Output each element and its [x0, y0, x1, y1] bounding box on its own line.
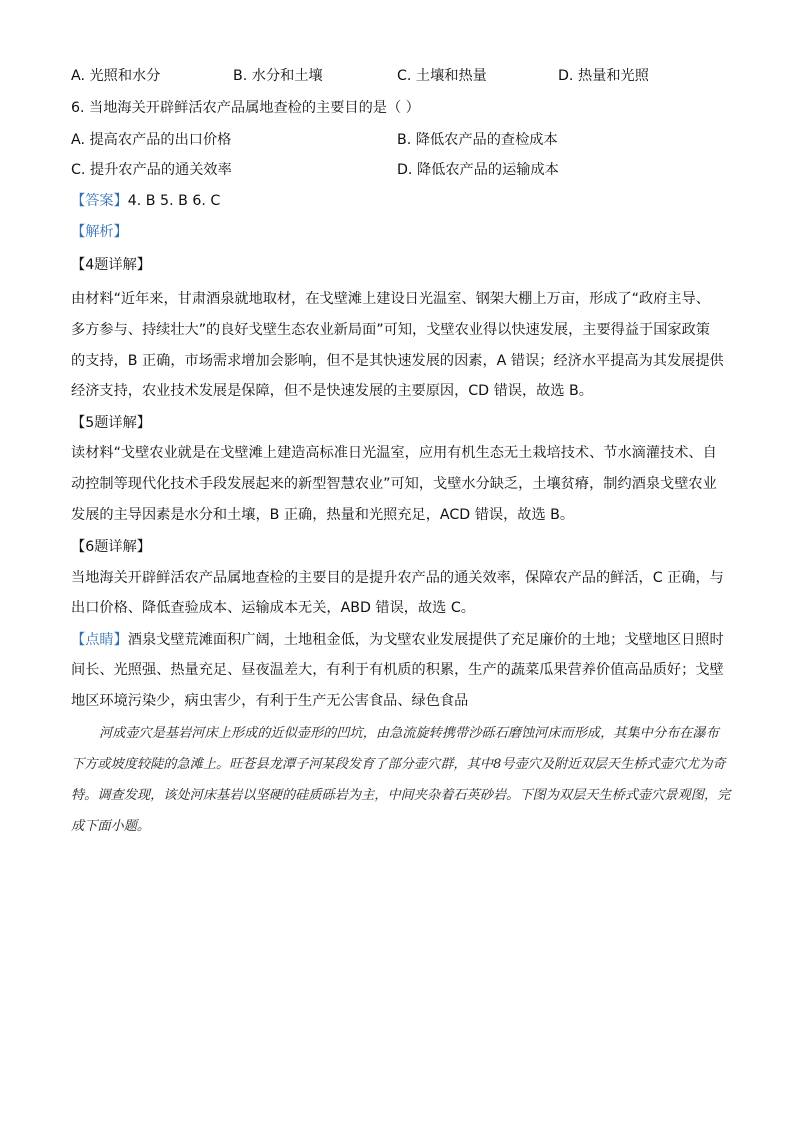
detail-4-line: 多方参与、持续壮大”的良好戈壁生态农业新局面”可知，戈壁农业得以快速发展，主要得益于国家政策	[71, 322, 710, 338]
material-text: 河成壶穴是基岩河床上形成的近似壶形的凹坑，由急流旋转携带沙砾石磨蚀河床而形成，其集中分布在瀑布下方或坡度较陡的急滩上。旺苍县龙潭子河某段发育了部分壶穴群，其中8号壶穴及附近双层天生桥式壶穴尤为奇特。调查发现，该处河床基岩以坚硬的硅质砾岩为主，中间夹杂着石英砂岩。下图为双层天生桥式壶穴景观图，完成下面小题。	[71, 726, 731, 834]
q5-option-b: B. 水分和土壤	[233, 68, 323, 84]
q6-stem: 6. 当地海关开辟鲜活农产品属地查检的主要目的是（ ）	[71, 100, 420, 116]
detail-4-line: 经济支持，农业技术发展是保障，但不是快速发展的主要原因，CD 错误，故选 B。	[71, 383, 593, 399]
q6-option-d: D. 降低农产品的运输成本	[397, 162, 559, 178]
note-line: 间长、光照强、热量充足、昼夜温差大，有利于有机质的积累，生产的蔬菜瓜果营养价值高品质好；戈壁	[71, 662, 724, 678]
detail-6-heading: 【6题详解】	[71, 539, 151, 555]
answer-tag: 【答案】	[71, 193, 128, 209]
note-line	[71, 630, 724, 650]
answer-line	[71, 191, 220, 211]
detail-4-line: 的支持，B 正确，市场需求增加会影响，但不是其快速发展的因素，A 错误；经济水平提高为其发展提供	[71, 353, 724, 369]
detail-6-line: 出口价格、降低查验成本、运输成本无关，ABD 错误，故选 C。	[71, 600, 475, 616]
detail-5-heading: 【5题详解】	[71, 415, 151, 431]
note-tag: 【点睛】	[71, 632, 128, 648]
detail-4-heading: 【4题详解】	[71, 257, 151, 273]
q5-option-a: A. 光照和水分	[71, 68, 161, 84]
detail-4-line: 由材料“近年来，甘肃酒泉就地取材，在戈壁滩上建设日光温室、钢架大棚上万亩，形成了“政府主导、	[71, 291, 710, 307]
material-paragraph	[71, 718, 731, 842]
note-line: 地区环境污染少，病虫害少，有利于生产无公害食品、绿色食品	[71, 693, 469, 709]
q5-option-d: D. 热量和光照	[558, 68, 649, 84]
answer-text: 4. B 5. B 6. C	[127, 193, 221, 209]
detail-6-line: 当地海关开辟鲜活农产品属地查检的主要目的是提升农产品的通关效率，保障农产品的鲜活，C 正确，与	[71, 570, 724, 586]
q5-option-c: C. 土壤和热量	[397, 68, 487, 84]
detail-5-line: 发展的主导因素是水分和土壤，B 正确，热量和光照充足，ACD 错误，故选 B。	[71, 507, 575, 523]
analysis-tag: 【解析】	[71, 224, 128, 240]
note-text: 酒泉戈壁荒滩面积广阔，土地租金低，为戈壁农业发展提供了充足廉价的土地；戈壁地区日照时	[127, 632, 724, 648]
q6-option-c: C. 提升农产品的通关效率	[71, 162, 232, 178]
q6-option-b: B. 降低农产品的查检成本	[397, 132, 558, 148]
detail-5-line: 读材料“戈壁农业就是在戈壁滩上建造高标准日光温室，应用有机生态无土栽培技术、节水滴灌技术、自	[71, 445, 717, 461]
q6-option-a: A. 提高农产品的出口价格	[71, 132, 232, 148]
detail-5-line: 动控制等现代化技术手段发展起来的新型智慧农业”可知，戈壁水分缺乏，土壤贫瘠，制约酒泉戈壁农业	[71, 476, 717, 492]
